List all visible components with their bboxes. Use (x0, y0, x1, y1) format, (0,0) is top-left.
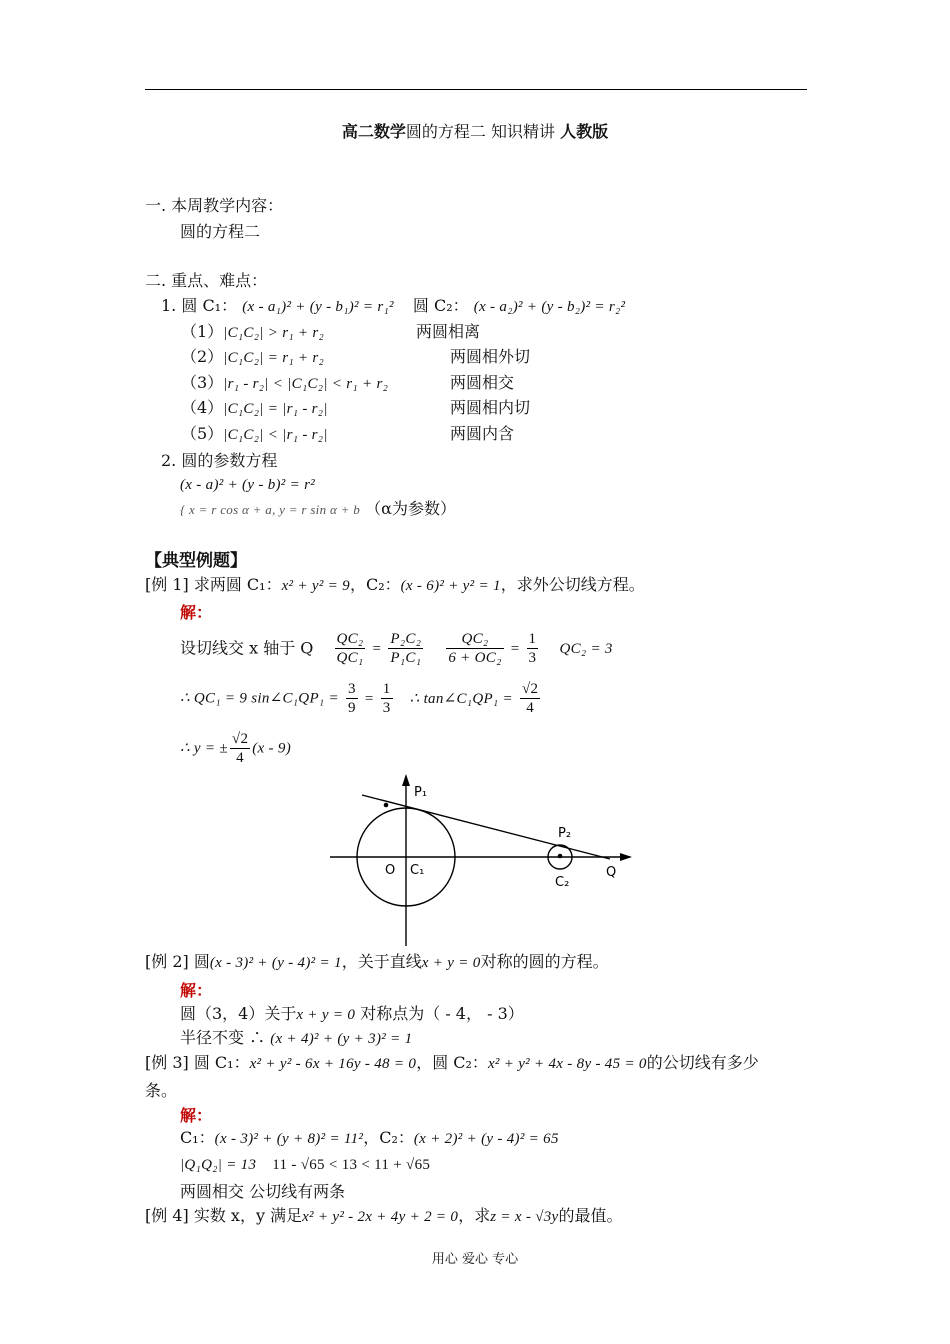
page-footer: 用心 爱心 专心 (431, 1252, 519, 1267)
case-5-result: 两圆内含 (450, 424, 515, 443)
c1-equation: (x - a₁)² + (y - b₁)² = r₁² (242, 299, 394, 315)
ex3-question: [例 3] 圆 C₁：x² + y² - 6x + 16y - 48 = 0，圆 C₂：x² + y² + 4x - 8y - 45 = 0的公切线有多少 (145, 1053, 759, 1072)
ex2-line2: 半径不变 ∴ (x + 4)² + (y + 3)² = 1 (180, 1028, 413, 1047)
ex4-question: [例 4] 实数 x，y 满足x² + y² - 2x + 4y + 2 = 0，求z = x - √3y的最值。 (145, 1206, 623, 1225)
case-2: （2）|C₁C₂| = r₁ + r₂ (181, 347, 325, 366)
ex1-question: [例 1] 求两圆 C₁：x² + y² = 9，C₂：(x - 6)² + y² = 1，求外公切线方程。 (145, 575, 645, 594)
label-q: Q (606, 865, 617, 880)
ex2-question: [例 2] 圆(x - 3)² + (y - 4)² = 1，关于直线x + y = 0对称的圆的方程。 (145, 952, 609, 971)
page-title: 高二数学圆的方程二 知识精讲 人教版 (341, 122, 609, 141)
ex2-line1: 圆（3，4）关于x + y = 0 对称点为（ - 4， - 3） (180, 1004, 524, 1023)
y-axis-arrow-icon (402, 774, 410, 786)
label-o: O (385, 863, 396, 878)
ex2-solution-label: 解： (180, 981, 213, 1000)
label-c2: C₂ (555, 875, 570, 890)
tangent-figure (320, 770, 640, 948)
item2-label: 2. 圆的参数方程 (161, 451, 278, 470)
ex1-line2: ∴ QC₁ = 9 sin∠C₁QP₁ = $\frac{3}{9}$ = $\frac{1}{3}$ ∴ tan∠C₁QP₁ = $\frac{√2}{4}$ (180, 681, 539, 716)
ex3-line2: |Q₁Q₂| = 13 11 - √65 < 13 < 11 + √65 (180, 1157, 431, 1173)
case-2-result: 两圆相外切 (450, 347, 531, 366)
case-5: （5）|C₁C₂| < |r₁ - r₂| (181, 424, 328, 443)
case-3: （3）|r₁ - r₂| < |C₁C₂| < r₁ + r₂ (181, 373, 389, 392)
case-4-result: 两圆相内切 (450, 398, 531, 417)
ex3-solution-label: 解： (180, 1106, 213, 1125)
header-rule (145, 89, 807, 90)
point-p2 (558, 854, 563, 859)
label-c1: C₁ (410, 863, 425, 878)
ex3-question-cont: 条。 (145, 1081, 178, 1100)
item1-mid: 圆 C₂： (412, 296, 469, 315)
examples-heading: 【典型例题】 (145, 551, 247, 571)
section1-heading: 一. 本周教学内容： (145, 196, 284, 215)
case-3-result: 两圆相交 (450, 373, 515, 392)
item2-equation: (x - a)² + (y - b)² = r² (180, 477, 316, 493)
case-1-result: 两圆相离 (416, 322, 481, 341)
item1-label: 1. 圆 C₁： (161, 296, 238, 315)
ex1-line1: 设切线交 x 轴于 Q $\frac{\text{QC₂}}{\text{QC₁}}$ = $\frac{\text{P₂C₂}}{\text{P₁C₁}}$ $\frac{\text{QC₂}}{\text{6 + OC₂}}$ = $\frac{1}{3}$ QC₂ = 3 (180, 631, 613, 666)
item2-param-line (180, 499, 456, 520)
label-p1: P₁ (414, 785, 428, 800)
c2-equation: (x - a₂)² + (y - b₂)² = r₂² (473, 299, 626, 315)
ex1-solution-label: 解： (180, 603, 213, 622)
label-p2: P₂ (558, 826, 572, 841)
param-equation: { x = r cos α + a, y = r sin α + b (180, 502, 361, 517)
ex3-line3: 两圆相交 公切线有两条 (180, 1182, 346, 1201)
ex3-line1: C₁：(x - 3)² + (y + 8)² = 11²，C₂：(x + 2)² + (y - 4)² = 65 (180, 1128, 559, 1147)
case-1: （1）|C₁C₂| > r₁ + r₂ (181, 322, 325, 341)
item1-line (161, 296, 625, 317)
case-4: （4）|C₁C₂| = |r₁ - r₂| (181, 398, 328, 417)
x-axis-arrow-icon (620, 853, 632, 861)
point-p1 (384, 803, 389, 808)
ex1-line3: ∴ y = ± $\frac{√2}{4}$ (x - 9) (180, 731, 291, 766)
tangent-line (362, 795, 610, 859)
section1-content: 圆的方程二 (180, 222, 261, 241)
param-note: （α为参数） (365, 499, 456, 518)
section2-heading: 二. 重点、难点： (145, 271, 268, 290)
